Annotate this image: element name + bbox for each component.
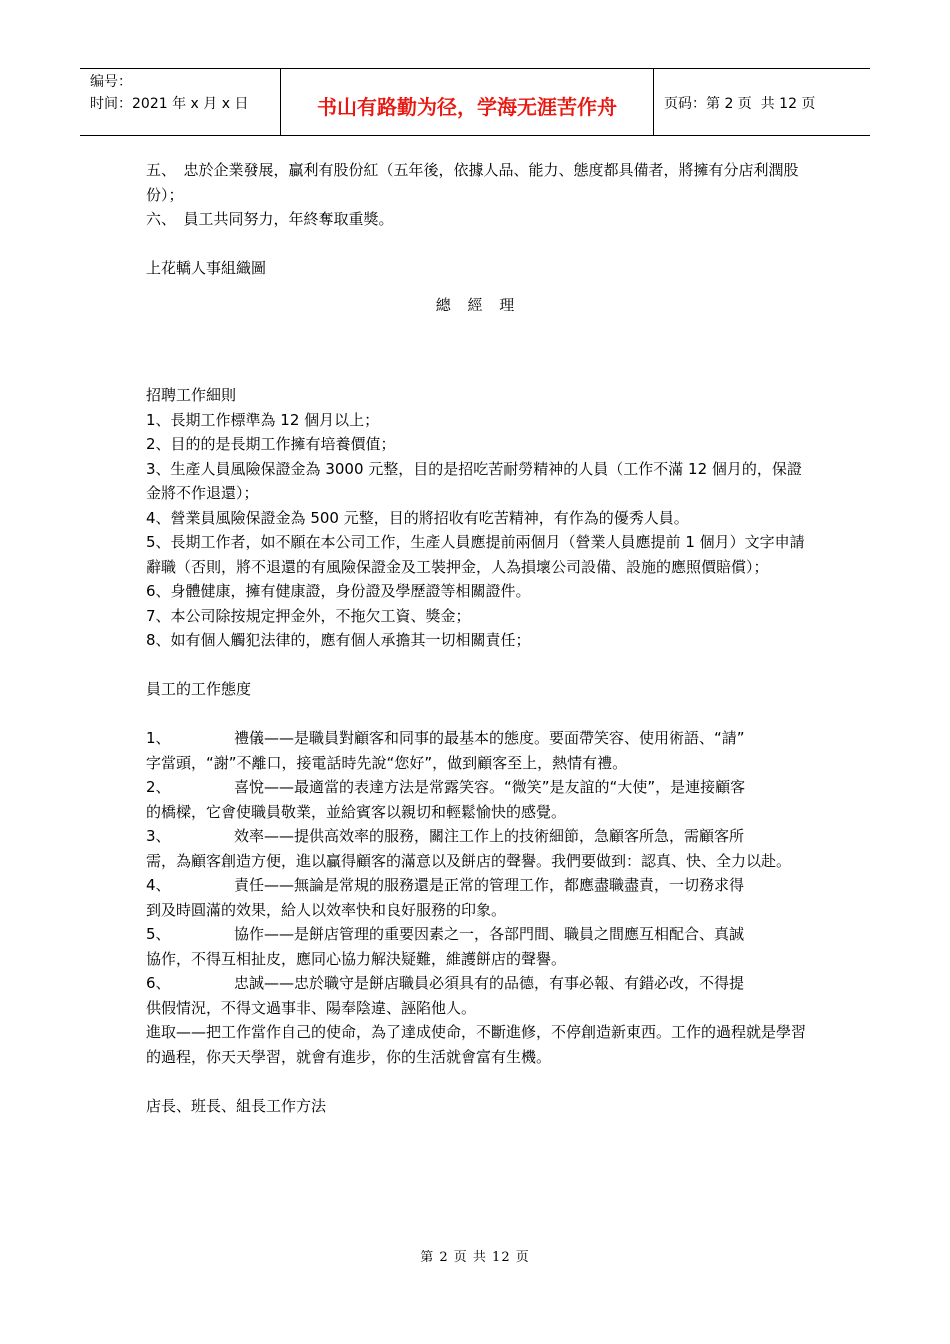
section-heading: 店長、班長、組長工作方法	[146, 1096, 327, 1115]
page-header	[80, 68, 870, 136]
attitude-item	[146, 971, 810, 1020]
attitude-closing: 進取——把工作當作自己的使命，為了達成使命，不斷進修，不停創造新東西。工作的過程就是學習的過程，你天天學習，就會有進步，你的生活就會富有生機。	[146, 1023, 807, 1066]
recruit-item: 1、長期工作標準為 12 個月以上；	[146, 410, 380, 429]
attitude-item	[146, 726, 810, 775]
recruit-item: 2、目的的是長期工作擁有培養價值；	[146, 435, 396, 453]
attitude-rest: 協作，不得互相扯皮，應同心協力解決疑難，維護餅店的聲譽。	[146, 949, 567, 968]
attitude-number: 1、	[146, 729, 171, 747]
attitude-number: 4、	[146, 876, 171, 894]
attitude-number: 5、	[146, 925, 171, 943]
recruit-item: 6、身體健康，擁有健康證，身份證及學歷證等相關證件。	[146, 582, 531, 600]
org-chart-top-node: 總 經 理	[435, 295, 521, 314]
attitude-number: 6、	[146, 974, 171, 992]
attitude-item	[146, 824, 810, 873]
recruit-item: 5、長期工作者，如不願在本公司工作，生產人員應提前兩個月（營業人員應提前 1 個月）文字申請辭職（否則，將不退還的有風險保證金及工裝押金，人為損壞公司設備、設施的應照價賠償）；	[146, 533, 805, 576]
benefit-item: 五、 忠於企業發展，贏利有股份紅（五年後，依據人品、能力、態度都具備者，將擁有分店利潤股份）；	[146, 161, 799, 204]
number-label: 编号：	[90, 74, 132, 90]
header-meta	[80, 69, 281, 135]
attitude-rest: 需，為顧客創造方便，進以贏得顧客的滿意以及餅店的聲譽。我們要做到：認真、快、全力以赴。	[146, 851, 792, 870]
attitude-rest: 的橋樑，它會使職員敬業，並給賓客以親切和輕鬆愉快的感覺。	[146, 802, 567, 821]
org-chart-area	[146, 317, 810, 383]
attitude-number: 2、	[146, 778, 171, 796]
recruit-item: 3、生產人員風險保證金為 3000 元整，目的是招吃苦耐勞精神的人員（工作不滿 12 個月的，保證金將不作退還）；	[146, 459, 802, 502]
recruit-item: 4、營業員風險保證金為 500 元整，目的將招收有吃苦精神，有作為的優秀人員。	[146, 508, 689, 527]
recruit-item: 8、如有個人觸犯法律的，應有個人承擔其一切相關責任；	[146, 631, 531, 649]
attitude-first-line: 忠誠——忠於職守是餅店職員必須具有的品德，有事必報、有錯必改，不得提	[234, 974, 745, 992]
recruit-item: 7、本公司除按規定押金外，不拖欠工資、獎金；	[146, 606, 471, 625]
recruit-title: 招聘工作細則	[146, 386, 237, 404]
page-footer: 第 2 页 共 12 页	[420, 1250, 530, 1265]
attitude-number: 3、	[146, 827, 171, 845]
attitude-item	[146, 775, 810, 824]
attitude-rest: 字當頭，“謝”不離口，接電話時先說“您好”，做到顧客至上，熱情有禮。	[146, 753, 628, 772]
motto-text: 书山有路勤为径，学海无涯苦作舟	[317, 94, 617, 119]
org-chart-caption: 上花轎人事組織圖	[146, 259, 267, 277]
attitude-rest: 到及時圓滿的效果，給人以效率快和良好服務的印象。	[146, 900, 507, 919]
attitude-first-line: 效率——提供高效率的服務，關注工作上的技術細節，急顧客所急，需顧客所	[234, 827, 745, 845]
attitude-first-line: 協作——是餅店管理的重要因素之一，各部門間、職員之間應互相配合、真誠	[234, 925, 745, 943]
attitude-first-line: 禮儀——是職員對顧客和同事的最基本的態度。要面帶笑容、使用術語、“請”	[234, 729, 745, 747]
attitude-first-line: 喜悅——最適當的表達方法是常露笑容。“微笑”是友誼的“大使”，是連接顧客	[234, 778, 746, 796]
attitude-rest: 供假情況，不得文過事非、陽奉陰違、誣陷他人。	[146, 998, 477, 1017]
benefit-item: 六、 員工共同努力，年終奪取重獎。	[146, 210, 394, 228]
page-label: 页码：第 2 页 共 12 页	[664, 96, 816, 112]
attitude-first-line: 責任——無論是常規的服務還是正常的管理工作，都應盡職盡責，一切務求得	[234, 876, 745, 894]
attitude-title: 員工的工作態度	[146, 680, 252, 698]
time-label: 时间：2021 年 x 月 x 日	[90, 96, 249, 112]
attitude-item	[146, 922, 810, 971]
header-motto	[281, 69, 654, 135]
header-page-info	[654, 69, 870, 135]
document-body	[146, 158, 810, 1118]
attitude-item	[146, 873, 810, 922]
